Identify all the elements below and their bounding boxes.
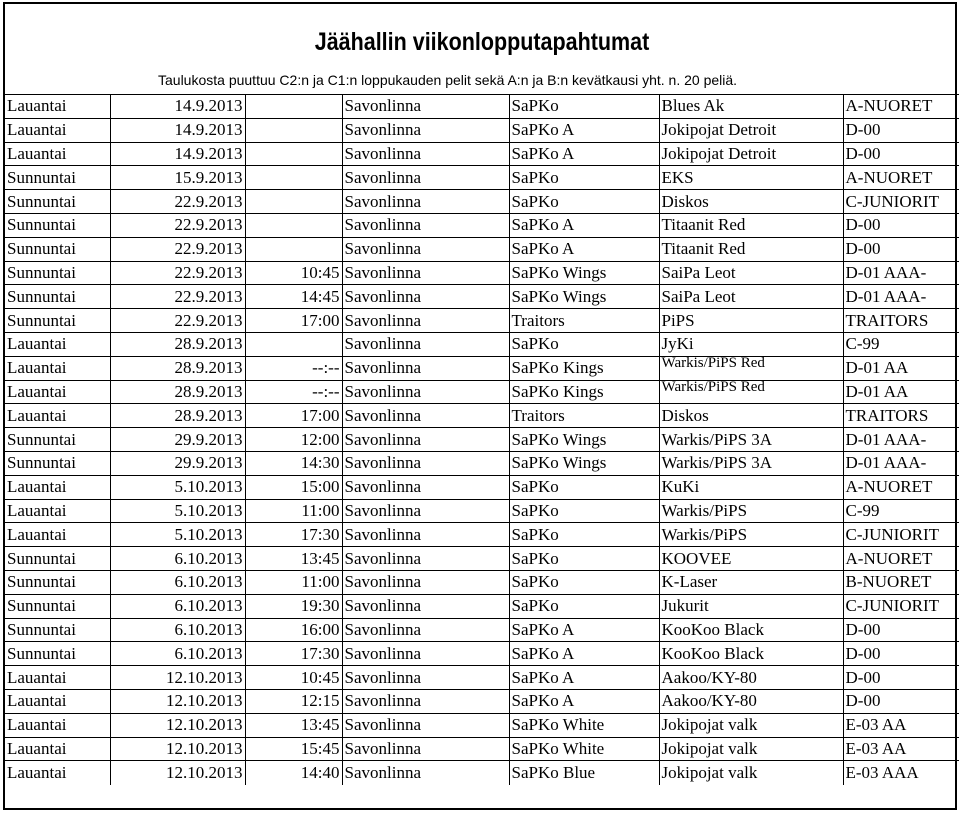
schedule-sheet [3,2,957,810]
table-row [5,213,959,237]
away-team-cell: Jokipojat valk [659,713,843,737]
time-cell: 10:45 [245,261,342,285]
series-cell: D-01 AA [843,356,959,380]
away-team-cell: Diskos [659,190,843,214]
time-cell [245,213,342,237]
date-cell: 22.9.2013 [110,237,245,261]
series-cell: A-NUORET [843,95,959,119]
home-team-cell: SaPKo [509,166,659,190]
time-cell: 10:45 [245,666,342,690]
home-team-cell: SaPKo White [509,737,659,761]
table-row [5,666,959,690]
day-cell: Sunnuntai [5,237,110,261]
day-cell: Sunnuntai [5,166,110,190]
time-cell: 17:00 [245,309,342,333]
home-team-cell: SaPKo [509,570,659,594]
away-team-cell: Blues Ak [659,95,843,119]
table-row [5,166,959,190]
away-team-cell: PiPS [659,309,843,333]
series-cell: C-JUNIORIT [843,190,959,214]
away-team-cell: Jokipojat valk [659,761,843,785]
time-cell: 15:00 [245,475,342,499]
day-cell: Sunnuntai [5,190,110,214]
day-cell: Sunnuntai [5,451,110,475]
place-cell: Savonlinna [342,666,509,690]
place-cell: Savonlinna [342,689,509,713]
table-row [5,309,959,333]
place-cell: Savonlinna [342,261,509,285]
table-row [5,261,959,285]
away-team-cell: Titaanit Red [659,237,843,261]
time-cell: 14:40 [245,761,342,785]
table-row [5,332,959,356]
table-row [5,142,959,166]
day-cell: Lauantai [5,380,110,404]
time-cell: 12:00 [245,428,342,452]
home-team-cell: SaPKo A [509,642,659,666]
series-cell: D-01 AAA- [843,428,959,452]
away-team-cell: KOOVEE [659,547,843,571]
schedule-table [5,94,959,785]
series-cell: E-03 AA [843,737,959,761]
place-cell: Savonlinna [342,380,509,404]
date-cell: 28.9.2013 [110,332,245,356]
table-row [5,570,959,594]
series-cell: D-01 AAA- [843,285,959,309]
date-cell: 14.9.2013 [110,118,245,142]
time-cell: 11:00 [245,499,342,523]
series-cell: C-99 [843,332,959,356]
series-cell: A-NUORET [843,547,959,571]
time-cell: 17:00 [245,404,342,428]
home-team-cell: SaPKo A [509,118,659,142]
day-cell: Sunnuntai [5,547,110,571]
date-cell: 22.9.2013 [110,190,245,214]
place-cell: Savonlinna [342,499,509,523]
table-row [5,237,959,261]
date-cell: 22.9.2013 [110,213,245,237]
table-row [5,547,959,571]
table-row [5,594,959,618]
away-team-cell: Warkis/PiPS 3A [659,451,843,475]
time-cell: 12:15 [245,689,342,713]
away-team-cell: SaiPa Leot [659,285,843,309]
series-cell: C-99 [843,499,959,523]
date-cell: 28.9.2013 [110,356,245,380]
date-cell: 28.9.2013 [110,380,245,404]
home-team-cell: Traitors [509,404,659,428]
place-cell: Savonlinna [342,761,509,785]
series-cell: D-01 AAA- [843,261,959,285]
date-cell: 22.9.2013 [110,285,245,309]
place-cell: Savonlinna [342,166,509,190]
home-team-cell: SaPKo [509,547,659,571]
series-cell: D-00 [843,118,959,142]
series-cell: E-03 AAA [843,761,959,785]
series-cell: A-NUORET [843,475,959,499]
day-cell: Lauantai [5,142,110,166]
home-team-cell: SaPKo A [509,618,659,642]
time-cell [245,95,342,119]
place-cell: Savonlinna [342,523,509,547]
day-cell: Sunnuntai [5,642,110,666]
place-cell: Savonlinna [342,118,509,142]
place-cell: Savonlinna [342,737,509,761]
date-cell: 15.9.2013 [110,166,245,190]
date-cell: 6.10.2013 [110,618,245,642]
table-row [5,356,959,380]
day-cell: Sunnuntai [5,594,110,618]
away-team-cell: Diskos [659,404,843,428]
table-row [5,428,959,452]
away-team-cell: EKS [659,166,843,190]
away-team-cell: Jukurit [659,594,843,618]
series-cell: C-JUNIORIT [843,594,959,618]
day-cell: Lauantai [5,666,110,690]
page-subtitle: Taulukosta puuttuu C2:n ja C1:n loppukauden pelit sekä A:n ja B:n kevätkausi yht. n. 20 peliä. [158,72,738,88]
home-team-cell: SaPKo Wings [509,451,659,475]
date-cell: 5.10.2013 [110,499,245,523]
home-team-cell: SaPKo [509,475,659,499]
date-cell: 6.10.2013 [110,547,245,571]
away-team-cell: Jokipojat Detroit [659,118,843,142]
day-cell: Lauantai [5,523,110,547]
day-cell: Sunnuntai [5,213,110,237]
home-team-cell: SaPKo Blue [509,761,659,785]
home-team-cell: SaPKo [509,499,659,523]
away-team-cell: Aakoo/KY-80 [659,689,843,713]
place-cell: Savonlinna [342,570,509,594]
table-row [5,285,959,309]
date-cell: 14.9.2013 [110,95,245,119]
away-team-cell: KuKi [659,475,843,499]
date-cell: 22.9.2013 [110,309,245,333]
away-team-cell: Jokipojat Detroit [659,142,843,166]
table-row [5,618,959,642]
series-cell: C-JUNIORIT [843,523,959,547]
home-team-cell: SaPKo A [509,689,659,713]
date-cell: 29.9.2013 [110,451,245,475]
away-team-cell: Titaanit Red [659,213,843,237]
time-cell: 19:30 [245,594,342,618]
home-team-cell: SaPKo Wings [509,428,659,452]
page-title: Jäähallin viikonlopputapahtumat [314,28,650,56]
away-team-cell: Warkis/PiPS [659,499,843,523]
place-cell: Savonlinna [342,428,509,452]
series-cell: D-00 [843,142,959,166]
table-row [5,95,959,119]
day-cell: Lauantai [5,332,110,356]
table-row [5,380,959,404]
time-cell [245,332,342,356]
time-cell: 15:45 [245,737,342,761]
place-cell: Savonlinna [342,285,509,309]
date-cell: 12.10.2013 [110,761,245,785]
table-row [5,499,959,523]
time-cell: 17:30 [245,523,342,547]
date-cell: 6.10.2013 [110,570,245,594]
time-cell: 17:30 [245,642,342,666]
table-row [5,642,959,666]
day-cell: Lauantai [5,737,110,761]
date-cell: 12.10.2013 [110,737,245,761]
date-cell: 29.9.2013 [110,428,245,452]
table-row [5,689,959,713]
series-cell: TRAITORS [843,404,959,428]
day-cell: Sunnuntai [5,618,110,642]
day-cell: Sunnuntai [5,428,110,452]
series-cell: E-03 AA [843,713,959,737]
time-cell: --:-- [245,380,342,404]
home-team-cell: SaPKo Wings [509,261,659,285]
home-team-cell: SaPKo [509,523,659,547]
away-team-cell: Warkis/PiPS Red [659,380,843,404]
day-cell: Lauantai [5,95,110,119]
date-cell: 12.10.2013 [110,713,245,737]
series-cell: D-01 AA [843,380,959,404]
day-cell: Sunnuntai [5,285,110,309]
place-cell: Savonlinna [342,213,509,237]
place-cell: Savonlinna [342,713,509,737]
away-team-cell: Warkis/PiPS [659,523,843,547]
series-cell: D-00 [843,618,959,642]
series-cell: D-00 [843,666,959,690]
time-cell [245,166,342,190]
day-cell: Lauantai [5,356,110,380]
time-cell: 13:45 [245,713,342,737]
place-cell: Savonlinna [342,547,509,571]
series-cell: B-NUORET [843,570,959,594]
time-cell [245,237,342,261]
date-cell: 5.10.2013 [110,523,245,547]
date-cell: 22.9.2013 [110,261,245,285]
day-cell: Sunnuntai [5,570,110,594]
table-row [5,451,959,475]
away-team-cell: Warkis/PiPS 3A [659,428,843,452]
place-cell: Savonlinna [342,95,509,119]
series-cell: D-00 [843,689,959,713]
place-cell: Savonlinna [342,451,509,475]
time-cell: 16:00 [245,618,342,642]
place-cell: Savonlinna [342,404,509,428]
time-cell [245,142,342,166]
place-cell: Savonlinna [342,642,509,666]
table-row [5,190,959,214]
series-cell: D-00 [843,642,959,666]
away-team-cell: KooKoo Black [659,642,843,666]
table-row [5,118,959,142]
date-cell: 5.10.2013 [110,475,245,499]
day-cell: Sunnuntai [5,309,110,333]
home-team-cell: SaPKo Wings [509,285,659,309]
home-team-cell: SaPKo A [509,237,659,261]
home-team-cell: Traitors [509,309,659,333]
place-cell: Savonlinna [342,618,509,642]
table-row [5,523,959,547]
day-cell: Lauantai [5,499,110,523]
table-row [5,713,959,737]
date-cell: 14.9.2013 [110,142,245,166]
day-cell: Lauantai [5,689,110,713]
date-cell: 12.10.2013 [110,666,245,690]
table-row [5,475,959,499]
day-cell: Lauantai [5,118,110,142]
date-cell: 12.10.2013 [110,689,245,713]
time-cell: 14:30 [245,451,342,475]
time-cell: 11:00 [245,570,342,594]
place-cell: Savonlinna [342,475,509,499]
date-cell: 28.9.2013 [110,404,245,428]
home-team-cell: SaPKo Kings [509,380,659,404]
time-cell [245,190,342,214]
place-cell: Savonlinna [342,594,509,618]
away-team-cell: Warkis/PiPS Red [659,356,843,380]
home-team-cell: SaPKo [509,95,659,119]
series-cell: D-00 [843,213,959,237]
table-row [5,737,959,761]
day-cell: Lauantai [5,475,110,499]
place-cell: Savonlinna [342,190,509,214]
day-cell: Lauantai [5,404,110,428]
away-team-cell: Aakoo/KY-80 [659,666,843,690]
day-cell: Lauantai [5,761,110,785]
away-team-cell: K-Laser [659,570,843,594]
away-team-cell: Jokipojat valk [659,737,843,761]
date-cell: 6.10.2013 [110,594,245,618]
home-team-cell: SaPKo Kings [509,356,659,380]
time-cell: 14:45 [245,285,342,309]
time-cell: --:-- [245,356,342,380]
series-cell: A-NUORET [843,166,959,190]
away-team-cell: SaiPa Leot [659,261,843,285]
home-team-cell: SaPKo [509,190,659,214]
schedule-rows [5,95,959,785]
time-cell: 13:45 [245,547,342,571]
day-cell: Sunnuntai [5,261,110,285]
home-team-cell: SaPKo [509,594,659,618]
place-cell: Savonlinna [342,237,509,261]
table-row [5,761,959,785]
table-row [5,404,959,428]
place-cell: Savonlinna [342,356,509,380]
home-team-cell: SaPKo A [509,213,659,237]
place-cell: Savonlinna [342,309,509,333]
away-team-cell: KooKoo Black [659,618,843,642]
home-team-cell: SaPKo White [509,713,659,737]
series-cell: TRAITORS [843,309,959,333]
home-team-cell: SaPKo A [509,666,659,690]
time-cell [245,118,342,142]
day-cell: Lauantai [5,713,110,737]
home-team-cell: SaPKo A [509,142,659,166]
series-cell: D-01 AAA- [843,451,959,475]
series-cell: D-00 [843,237,959,261]
place-cell: Savonlinna [342,142,509,166]
place-cell: Savonlinna [342,332,509,356]
away-team-cell: JyKi [659,332,843,356]
home-team-cell: SaPKo [509,332,659,356]
date-cell: 6.10.2013 [110,642,245,666]
